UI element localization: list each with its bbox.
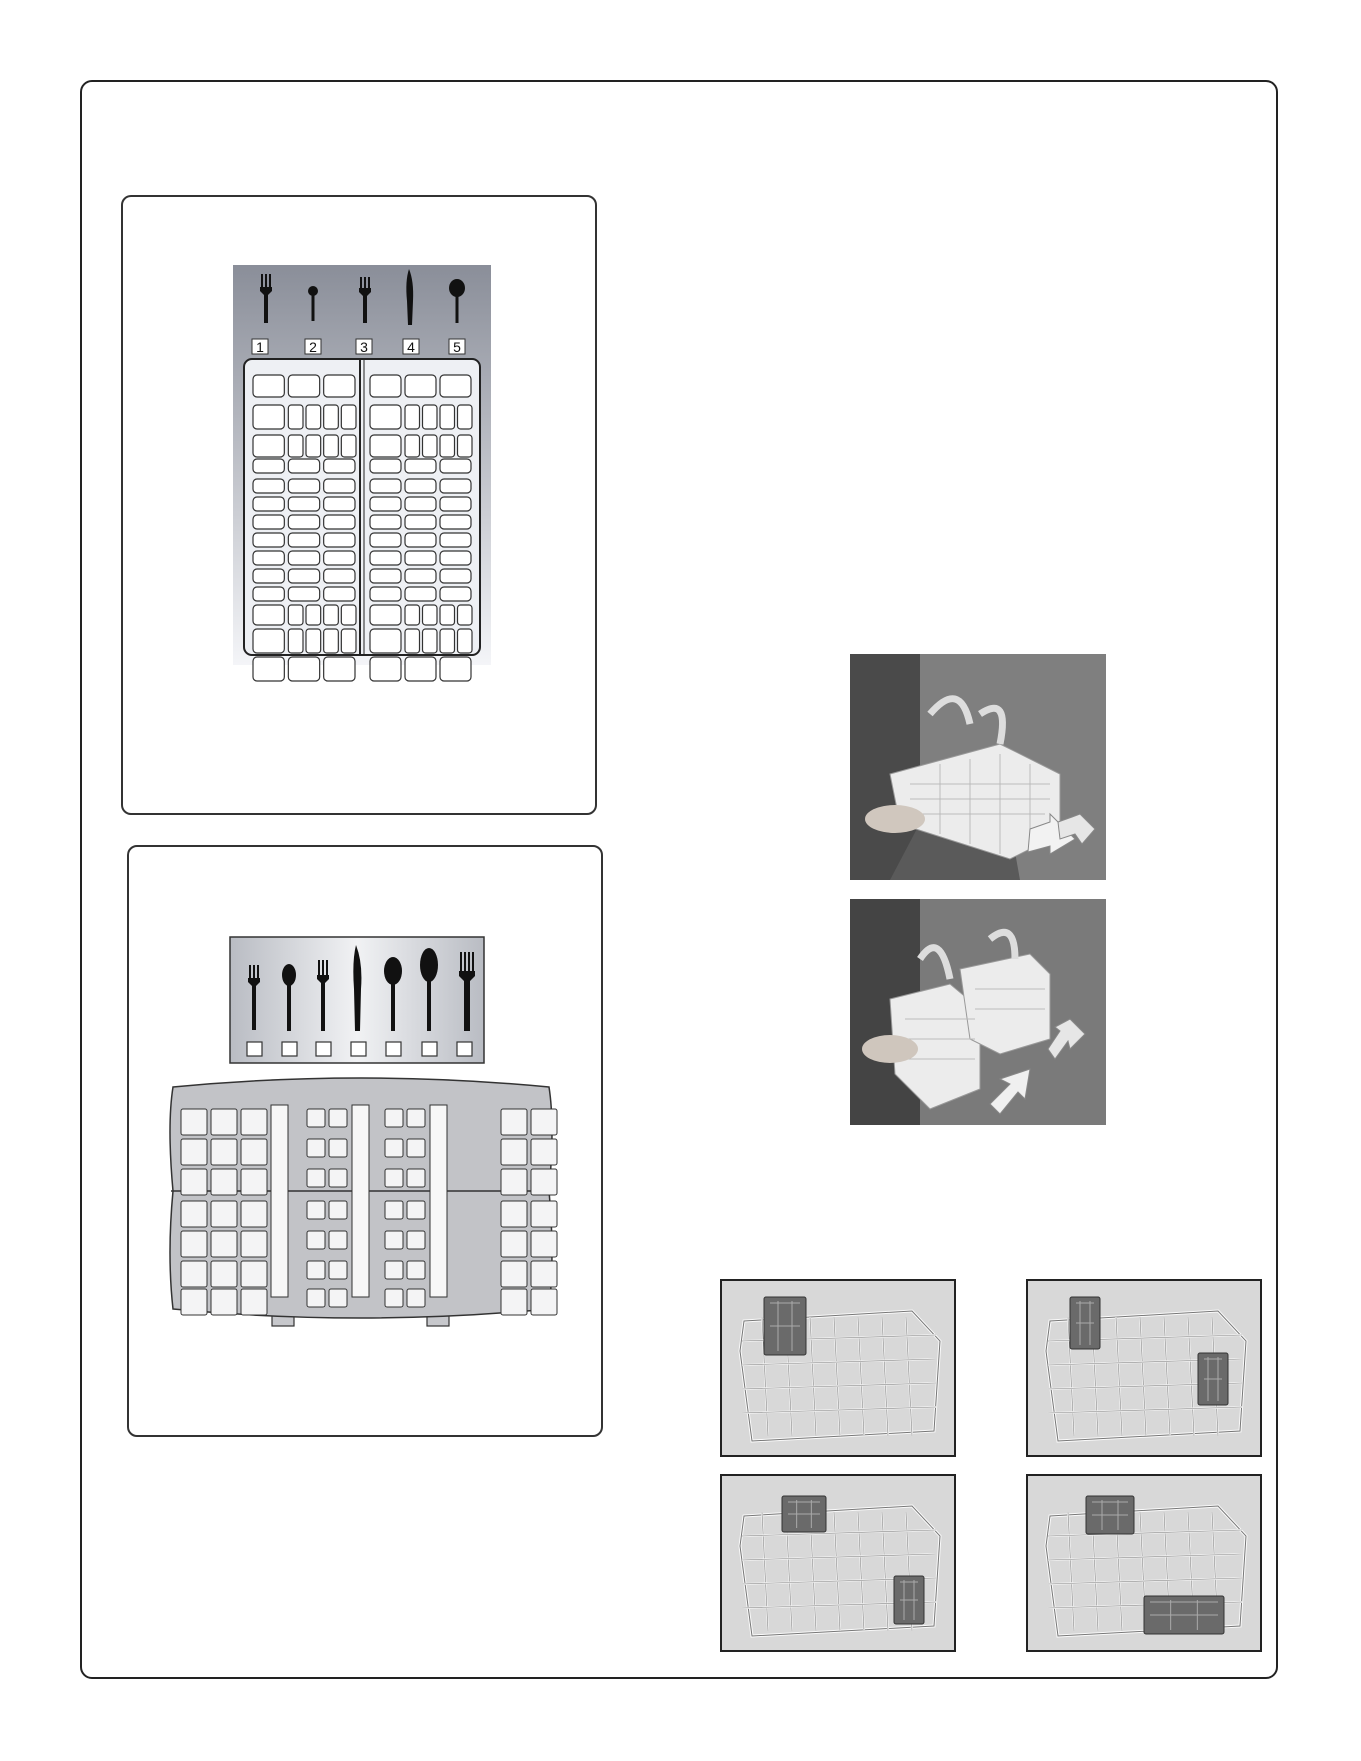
basket2-diagram <box>129 847 601 1435</box>
position-label: 2 <box>309 339 317 355</box>
position-label: 4 <box>407 339 415 355</box>
photo-basket-split <box>850 899 1106 1125</box>
large-basket <box>170 1078 557 1326</box>
basket1-diagram <box>123 197 595 813</box>
photo-rack-left-and-right <box>1026 1279 1262 1457</box>
position-label: 1 <box>256 339 264 355</box>
photo-rack-left-front <box>720 1279 956 1457</box>
basket1-figure-panel <box>121 195 597 815</box>
photo-rack-left-and-right-rear <box>720 1474 956 1652</box>
position-label: 5 <box>453 339 461 355</box>
basket2-figure-panel <box>127 845 603 1437</box>
position-label: 3 <box>360 339 368 355</box>
photo-rack-left-and-front-center <box>1026 1474 1262 1652</box>
photo-basket-together <box>850 654 1106 880</box>
